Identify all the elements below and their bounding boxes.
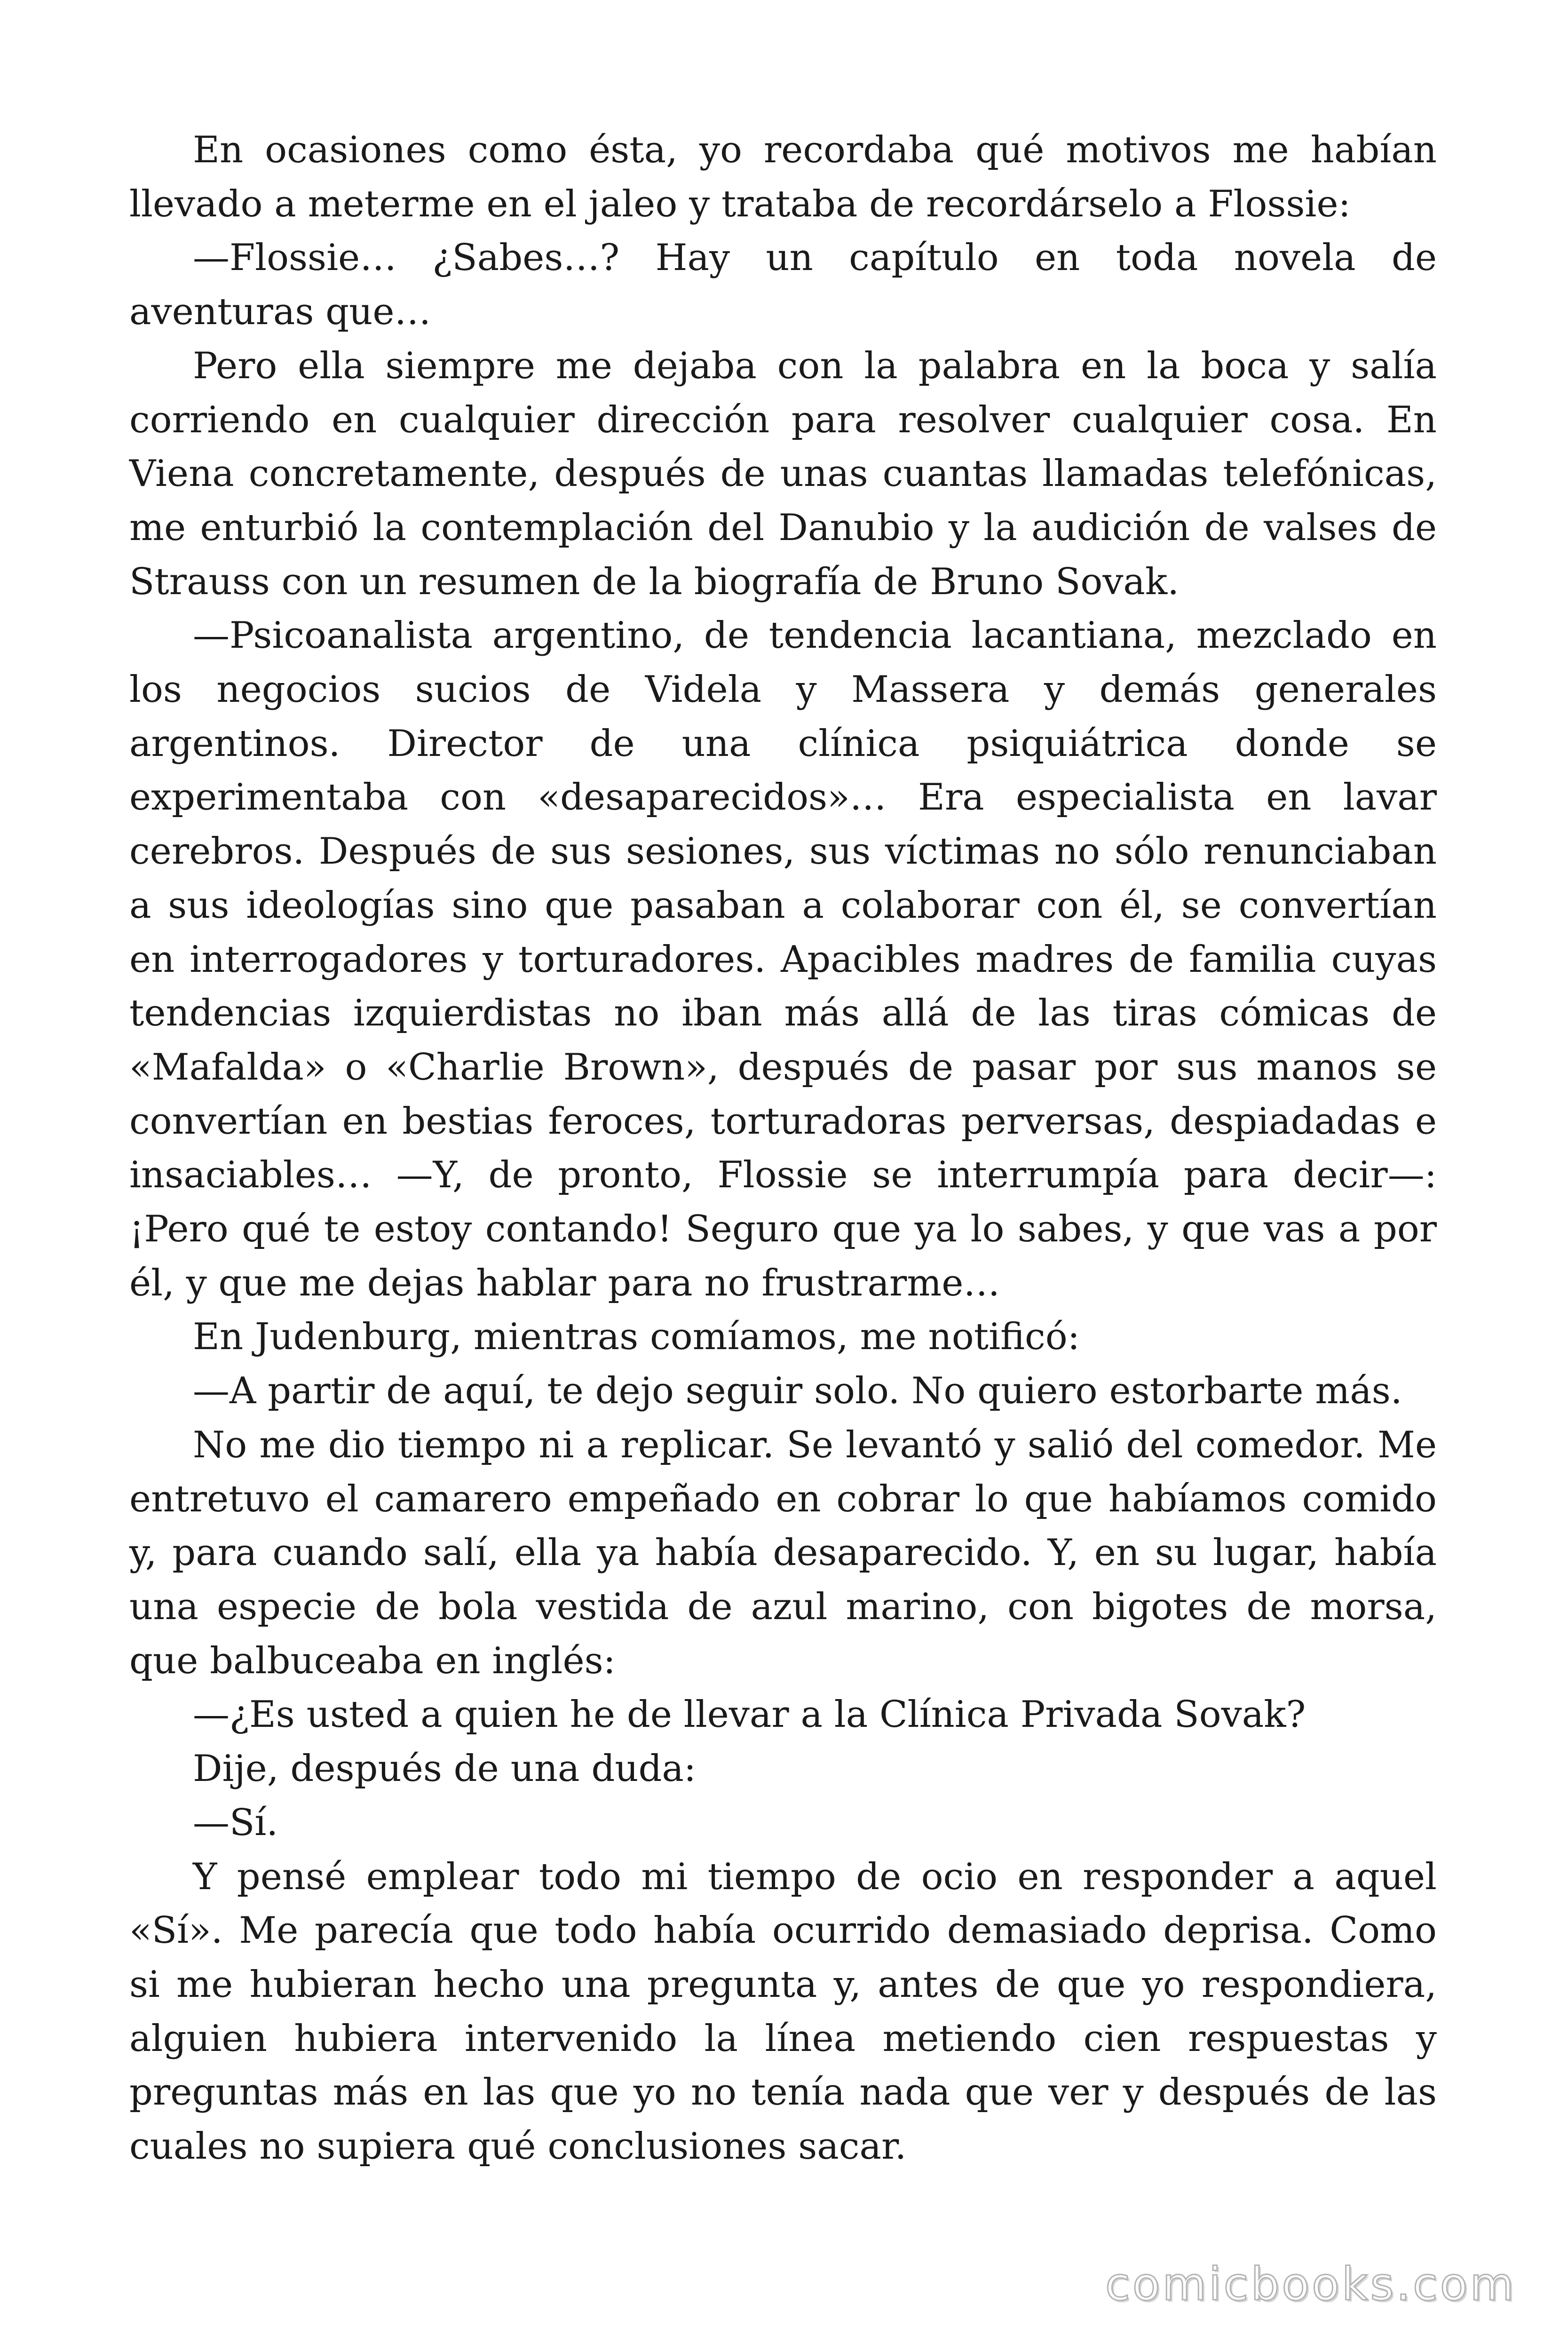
paragraph: No me dio tiempo ni a replicar. Se levantó y salió del comedor. Me entretuvo el camarero empeñado en cobrar lo que habíamos comido y, para cuando salí, ella ya había desaparecido. Y, en su lugar, había una especie de bola vestida de azul marino, con bigotes de morsa, que balbuceaba en inglés: <box>129 1423 1437 1682</box>
watermark: comicbooks.com <box>1105 2258 1516 2311</box>
body-text <box>129 123 1437 2174</box>
paragraph: Y pensé emplear todo mi tiempo de ocio en responder a aquel «Sí». Me parecía que todo había ocurrido demasiado deprisa. Como si me hubieran hecho una pregunta y, antes de que yo respondiera, alguien hubiera intervenido la línea metiendo cien respuestas y preguntas más en las que yo no tenía nada que ver y después de las cuales no supiera qué conclusiones sacar. <box>129 1855 1437 2168</box>
paragraph: —¿Es usted a quien he de llevar a la Clínica Privada Sovak? <box>193 1693 1306 1736</box>
paragraph: Dije, después de una duda: <box>193 1748 697 1790</box>
paragraph: —A partir de aquí, te dejo seguir solo. No quiero estorbarte más. <box>193 1370 1402 1413</box>
paragraph: —Flossie… ¿Sabes…? Hay un capítulo en toda novela de aventuras que… <box>129 237 1437 334</box>
paragraph: En ocasiones como ésta, yo recordaba qué motivos me habían llevado a meterme en el jaleo y trataba de recordárselo a Flossie: <box>129 129 1437 225</box>
paragraph: Pero ella siempre me dejaba con la palabra en la boca y salía corriendo en cualquier dirección para resolver cualquier cosa. En Viena concretamente, después de unas cuantas llamadas telefónicas, me enturbió la contemplación del Danubio y la audición de valses de Strauss con un resumen de la biografía de Bruno Sovak. <box>129 344 1437 603</box>
paragraph: En Judenburg, mientras comíamos, me notificó: <box>193 1316 1080 1359</box>
paragraph: —Psicoanalista argentino, de tendencia lacantiana, mezclado en los negocios sucios de Videla y Massera y demás generales argentinos. Director de una clínica psiquiátrica donde se experimentaba con «desaparecidos»… Era especialista en lavar cerebros. Después de sus sesiones, sus víctimas no sólo renunciaban a sus ideologías sino que pasaban a colaborar con él, se convertían en interrogadores y torturadores. Apacibles madres de familia cuyas tendencias izquierdistas no iban más allá de las tiras cómicas de «Mafalda» o «Charlie Brown», después de pasar por sus manos se convertían en bestias feroces, torturadoras perversas, despiadadas e insaciables… —Y, de pronto, Flossie se interrumpía para decir—: ¡Pero qué te estoy contando! Seguro que ya lo sabes, y que vas a por él, y que me dejas hablar para no frustrarme… <box>129 614 1437 1304</box>
paragraph: —Sí. <box>193 1801 278 1844</box>
